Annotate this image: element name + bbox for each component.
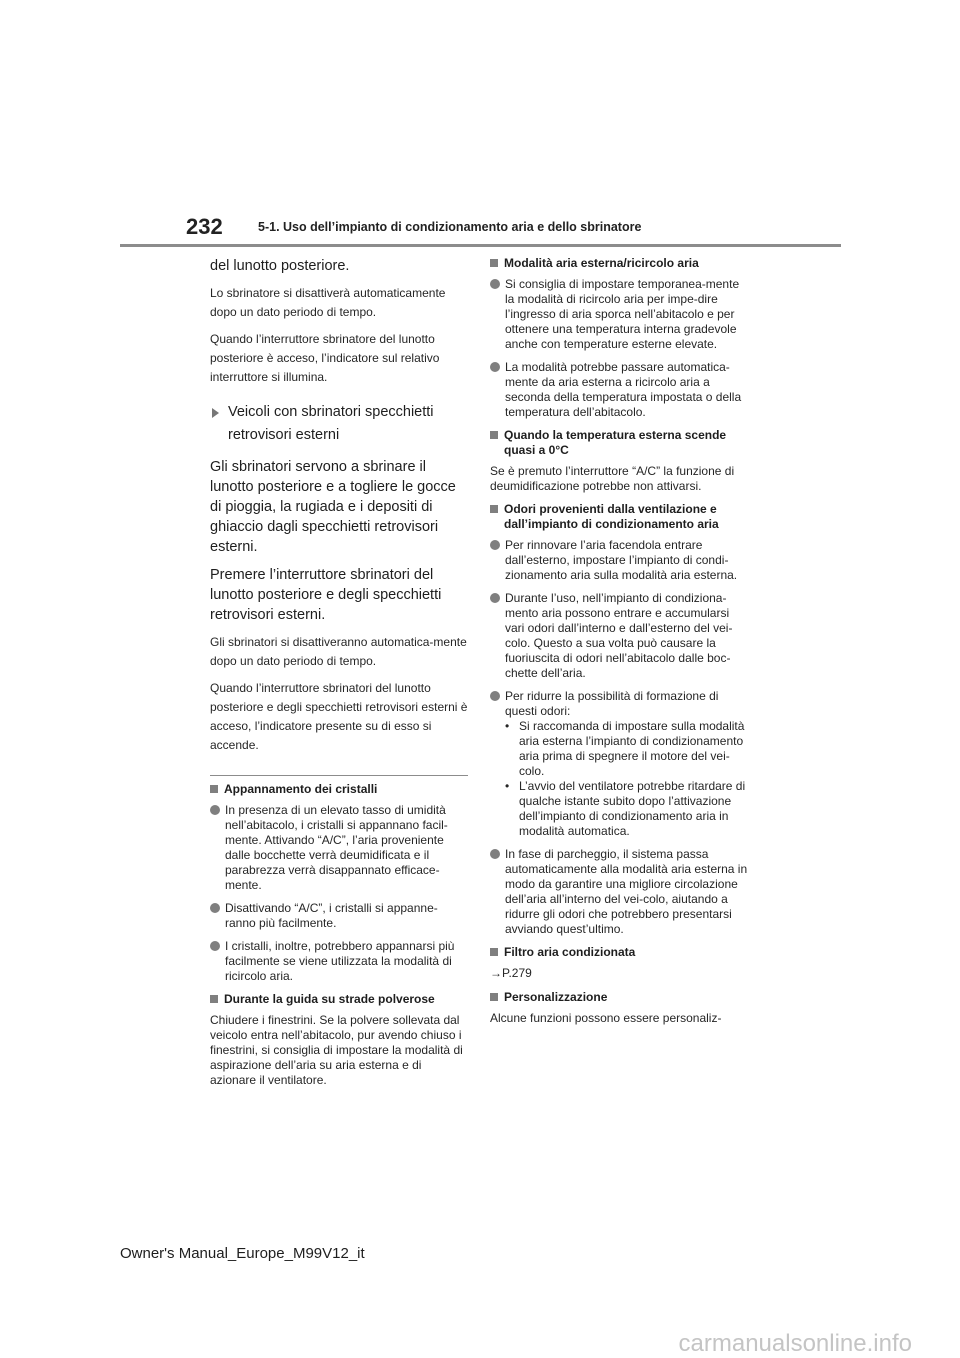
header-divider <box>120 244 841 247</box>
circle-bullet-icon <box>490 279 500 289</box>
note-heading <box>210 992 468 1007</box>
circle-bullet-icon <box>210 903 220 913</box>
bullet-text: Si consiglia di impostare temporanea-mente la modalità di ricircolo aria per impe-dire l’ingresso di aria sporca nell’abitacolo e per ottenere una temperatura interna gradevole anche con temperature esterne elevate. <box>505 277 740 351</box>
bullet-item <box>210 803 468 893</box>
left-column <box>210 256 468 1096</box>
note-heading <box>490 256 750 271</box>
sub-list-text: Si raccomanda di impostare sulla modalità aria esterna l’impianto di condizionamento aria prima di spegnere il motore del vei-colo. <box>519 719 745 778</box>
bullet-text: I cristalli, inoltre, potrebbero appannarsi più facilmente se viene utilizzata la modalità di ricircolo aria. <box>225 939 455 983</box>
square-bullet-icon <box>490 993 498 1001</box>
circle-bullet-icon <box>490 540 500 550</box>
bullet-text: La modalità potrebbe passare automatica-mente da aria esterna a ricircolo aria a seconda della temperatura impostata o della temperatura dell’abitacolo. <box>505 360 742 419</box>
circle-bullet-icon <box>210 941 220 951</box>
bullet-item <box>490 538 750 583</box>
paragraph: Premere l’interruttore sbrinatori del lunotto posteriore e degli specchietti retrovisori esterni. <box>210 567 442 623</box>
square-bullet-icon <box>490 948 498 956</box>
chapter-title: 5-1. Uso dell’impianto di condizionamento aria e dello sbrinatore <box>258 220 642 234</box>
note-heading-text: Personalizzazione <box>504 990 608 1004</box>
bullet-item <box>490 360 750 420</box>
sub-list <box>505 719 750 839</box>
note-text: Chiudere i finestrini. Se la polvere sollevata dal veicolo entra nell’abitacolo, pur avendo chiuso i finestrini, si consiglia di impostare la modalità di aspirazione dell’aria su aria esterna e di azionare il ventilatore. <box>210 1013 463 1087</box>
square-bullet-icon <box>210 785 218 793</box>
paragraph: Gli sbrinatori servono a sbrinare il lunotto posteriore e a togliere le gocce di pioggia, la rugiada e i depositi di ghiaccio dagli specchietti retrovisori esterni. <box>210 459 456 555</box>
note-text: Alcune funzioni possono essere personaliz- <box>490 1011 722 1025</box>
bullet-item <box>490 591 750 681</box>
note-heading-text: Quando la temperatura esterna scende quasi a 0°C <box>504 428 727 457</box>
bullet-text: Durante l’uso, nell’impianto di condiziona-mento aria possono entrare e accumularsi vari odori dall’interno e dall’esterno del vei-colo. Questo a sua volta può causare la fuoriuscita di odori nell’abitacolo dalle boc-chette dell’aria. <box>505 591 733 680</box>
square-bullet-icon <box>490 431 498 439</box>
note-heading-text: Appannamento dei cristalli <box>224 782 378 796</box>
paragraph: Quando l’interruttore sbrinatori del lunotto posteriore e degli specchietti retrovisori esterni è acceso, l’indicatore presente su di esso si accende. <box>210 681 468 752</box>
note-heading-text: Filtro aria condizionata <box>504 945 636 959</box>
square-bullet-icon <box>210 995 218 1003</box>
paragraph: Quando l’interruttore sbrinatore del lunotto posteriore è acceso, l’indicatore sul relativo interruttore si illumina. <box>210 332 440 384</box>
bullet-item <box>210 939 468 984</box>
page-reference: →P.279 <box>490 966 532 980</box>
square-bullet-icon <box>490 505 498 513</box>
note-heading-text: Modalità aria esterna/ricircolo aria <box>504 256 699 270</box>
paragraph: Gli sbrinatori si disattiveranno automatica-mente dopo un dato periodo di tempo. <box>210 635 467 668</box>
right-column <box>490 256 750 1034</box>
bullet-text: In presenza di un elevato tasso di umidità nell’abitacolo, i cristalli si appannano facil-mente. Attivando “A/C”, l’aria proveniente dalle bocchette verrà deumidificata e il parabrezza verrà disappannato efficace-mente. <box>225 803 448 892</box>
triangle-bullet-icon <box>212 408 219 418</box>
bullet-item <box>490 277 750 352</box>
sub-list-item <box>505 719 750 779</box>
square-bullet-icon <box>490 259 498 267</box>
note-heading <box>490 990 750 1005</box>
note-heading-text: Odori provenienti dalla ventilazione e dall’impianto di condizionamento aria <box>504 502 719 531</box>
note-heading <box>490 428 750 458</box>
bullet-text: Per rinnovare l’aria facendola entrare dall’esterno, impostare l’impianto di condi-zionamento aria sulla modalità aria esterna. <box>505 538 738 582</box>
note-heading-text: Durante la guida su strade polverose <box>224 992 435 1006</box>
small-dot-icon: • <box>505 719 510 733</box>
manual-footer: Owner's Manual_Europe_M99V12_it <box>120 1245 365 1262</box>
bullet-item <box>490 847 750 937</box>
paragraph: del lunotto posteriore. <box>210 258 350 274</box>
bullet-content <box>505 689 750 839</box>
page-number: 232 <box>186 214 223 239</box>
section-divider <box>210 775 468 776</box>
note-heading <box>490 945 750 960</box>
circle-bullet-icon <box>490 691 500 701</box>
bullet-text: Disattivando “A/C”, i cristalli si appanne-ranno più facilmente. <box>225 901 438 930</box>
circle-bullet-icon <box>490 849 500 859</box>
note-heading <box>210 782 468 797</box>
circle-bullet-icon <box>490 362 500 372</box>
note-heading <box>490 502 750 532</box>
bullet-item <box>210 901 468 931</box>
bullet-text: In fase di parcheggio, il sistema passa automaticamente alla modalità aria esterna in modo da garantire una migliore circolazione dell’aria all’interno del vei-colo, aiutando a ridurre gli odori che potrebbero presentarsi avviando quest’ultimo. <box>505 847 748 936</box>
circle-bullet-icon <box>210 805 220 815</box>
sub-list-text: L’avvio del ventilatore potrebbe ritardare di qualche istante subito dopo l’attivazione dell’impianto di condizionamento aria in modalità automatica. <box>519 779 746 838</box>
subsection-heading <box>210 401 468 447</box>
circle-bullet-icon <box>490 593 500 603</box>
small-dot-icon: • <box>505 779 510 793</box>
sub-list-item <box>505 779 750 839</box>
bullet-text: Per ridurre la possibilità di formazione di questi odori: <box>505 689 719 718</box>
subsection-heading-text: Veicoli con sbrinatori specchietti retrovisori esterni <box>228 404 434 443</box>
bullet-item <box>490 689 750 839</box>
paragraph: Lo sbrinatore si disattiverà automaticamente dopo un dato periodo di tempo. <box>210 286 446 319</box>
watermark: carmanualsonline.info <box>678 1330 912 1357</box>
note-text: Se è premuto l’interruttore “A/C” la funzione di deumidificazione potrebbe non attivarsi. <box>490 464 735 493</box>
